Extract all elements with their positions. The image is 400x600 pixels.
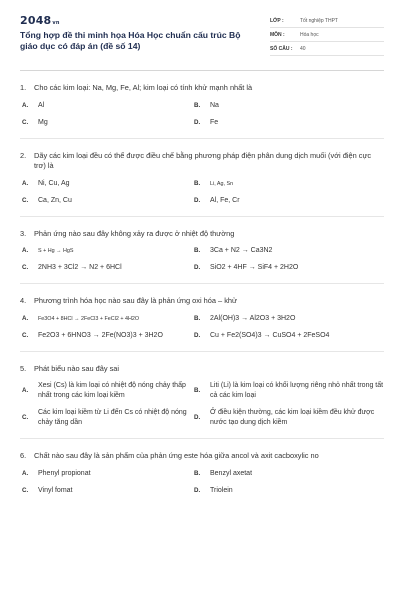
- question-text: Phát biểu nào sau đây sai: [34, 363, 120, 373]
- option-letter: A.: [22, 387, 29, 394]
- option-letter: C.: [22, 331, 29, 339]
- option-c[interactable]: [20, 118, 192, 128]
- option-c[interactable]: [20, 263, 192, 273]
- option-d[interactable]: [192, 331, 384, 341]
- question-text: Phản ứng nào sau đây không xảy ra được ở nhiệt độ thường: [34, 228, 235, 238]
- option-letter: D.: [194, 196, 201, 204]
- option-letter: A.: [22, 247, 29, 254]
- option-d[interactable]: [192, 486, 384, 496]
- question-text: Chất nào sau đây là sản phẩm của phản ứng este hóa giữa ancol và axit cacboxylic no: [34, 451, 319, 460]
- option-text: Fe2O3 + 6HNO3 → 2Fe(NO3)3 + 3H2O: [38, 331, 163, 339]
- option-text: 2NH3 + 3Cl2 → N2 + 6HCl: [38, 264, 122, 271]
- option-c[interactable]: [20, 196, 192, 206]
- option-text: Các kim loại kiềm từ Li đến Cs có nhiệt độ nóng chảy tăng dần: [38, 409, 187, 426]
- option-text: SiO2 + 4HF → SiF4 + 2H2O: [210, 264, 299, 271]
- meta-key: MÔN :: [270, 31, 285, 38]
- option-letter: A.: [22, 469, 29, 477]
- site-logo[interactable]: [20, 14, 256, 27]
- logo-text: 2048: [20, 14, 52, 27]
- option-text: Phenyl propionat: [38, 469, 91, 477]
- options: [20, 101, 384, 128]
- option-text: Xesi (Cs) là kim loại có nhiệt độ nóng chảy thấp nhất trong các kim loại kiềm: [38, 382, 186, 399]
- option-a[interactable]: [20, 101, 192, 111]
- question-1: [20, 71, 384, 139]
- option-text: Ở điều kiện thường, các kim loại kiềm đều khử được nước tạo dung dịch kiềm: [210, 409, 375, 426]
- option-text: Ca, Zn, Cu: [38, 196, 72, 204]
- question-number: 2.: [20, 150, 27, 160]
- option-letter: D.: [194, 414, 201, 421]
- document-title: Tổng hợp đề thi minh họa Hóa Học chuẩn cấu trúc Bộ giáo dục có đáp án (đề số 14): [20, 30, 241, 51]
- option-text: Fe: [210, 118, 219, 126]
- question-text: Dãy các kim loại đều có thể được điều chế bằng phương pháp điện phân dung dịch muối (với điện cực trơ) là: [34, 150, 372, 170]
- option-letter: D.: [194, 486, 201, 494]
- meta-value: Hóa học: [300, 31, 319, 38]
- question-number: 4.: [20, 296, 27, 305]
- option-letter: B.: [194, 247, 201, 254]
- meta-key: LỚP :: [270, 17, 284, 24]
- option-letter: B.: [194, 314, 201, 322]
- option-letter: D.: [194, 264, 201, 271]
- option-text: Na: [210, 101, 219, 109]
- option-letter: B.: [194, 179, 201, 187]
- option-letter: D.: [194, 331, 201, 339]
- option-letter: C.: [22, 196, 29, 204]
- question-number: 1.: [20, 83, 27, 92]
- option-letter: C.: [22, 118, 29, 126]
- option-letter: A.: [22, 101, 29, 109]
- option-a[interactable]: [20, 246, 192, 256]
- question-text: Cho các kim loại: Na, Mg, Fe, Al; kim loại có tính khử mạnh nhất là: [34, 83, 253, 92]
- question-6: [20, 439, 384, 496]
- option-letter: B.: [194, 101, 201, 109]
- option-text: Benzyl axetat: [210, 469, 253, 477]
- option-letter: D.: [194, 118, 201, 126]
- question-number: 5.: [20, 363, 27, 373]
- option-c[interactable]: [20, 331, 192, 341]
- option-text: S + Hg → HgS: [38, 248, 74, 254]
- option-b[interactable]: [192, 314, 384, 324]
- option-letter: C.: [22, 486, 29, 494]
- option-text: Fe3O4 + 8HCl → 2FeCl3 + FeCl2 + 4H2O: [38, 315, 140, 322]
- option-a[interactable]: [20, 469, 192, 479]
- question-number: 3.: [20, 228, 27, 238]
- option-text: Li, Ag, Sn: [210, 180, 234, 187]
- option-text: Al, Fe, Cr: [210, 196, 240, 204]
- question-2: [20, 139, 384, 217]
- option-text: Triolein: [210, 486, 233, 494]
- meta-value: 40: [300, 45, 306, 52]
- option-letter: B.: [194, 469, 201, 477]
- option-text: 3Ca + N2 → Ca3N2: [210, 247, 273, 254]
- option-c[interactable]: [20, 486, 192, 496]
- option-text: Vinyl fomat: [38, 486, 73, 494]
- option-text: Ni, Cu, Ag: [38, 179, 70, 187]
- option-text: Mg: [38, 118, 48, 126]
- meta-row-subject: [270, 28, 384, 42]
- option-text: Cu + Fe2(SO4)3 → CuSO4 + 2FeSO4: [210, 331, 330, 339]
- option-text: 2Al(OH)3 → Al2O3 + 3H2O: [210, 314, 296, 322]
- question-number: 6.: [20, 451, 27, 460]
- option-b[interactable]: [192, 101, 384, 111]
- options: [20, 246, 384, 273]
- meta-key: SỐ CÂU :: [270, 45, 293, 52]
- question-4: [20, 284, 384, 352]
- option-letter: C.: [22, 414, 29, 421]
- option-b[interactable]: [192, 381, 384, 401]
- options: [20, 381, 384, 428]
- meta-row-class: [270, 14, 384, 28]
- question-5: [20, 352, 384, 440]
- option-b[interactable]: [192, 469, 384, 479]
- option-d[interactable]: [192, 408, 384, 428]
- option-letter: B.: [194, 387, 201, 394]
- question-3: [20, 217, 384, 285]
- option-d[interactable]: [192, 196, 384, 206]
- option-d[interactable]: [192, 263, 384, 273]
- option-text: Al: [38, 101, 45, 109]
- question-text: Phương trình hóa học nào sau đây là phản ứng oxi hóa – khử: [34, 296, 237, 305]
- option-letter: C.: [22, 264, 29, 271]
- page-header: [20, 0, 384, 66]
- option-letter: A.: [22, 179, 29, 187]
- options: [20, 469, 384, 496]
- option-a[interactable]: [20, 179, 192, 189]
- option-a[interactable]: [20, 381, 192, 401]
- option-b[interactable]: [192, 179, 384, 189]
- option-d[interactable]: [192, 118, 384, 128]
- brand-block: [20, 14, 256, 66]
- option-text: Liti (Li) là kim loại có khối lượng riêng nhỏ nhất trong tất cả các kim loại: [210, 382, 384, 399]
- options: [20, 179, 384, 206]
- logo-suffix: vn: [52, 20, 60, 26]
- option-a[interactable]: [20, 314, 192, 324]
- option-c[interactable]: [20, 408, 192, 428]
- options: [20, 314, 384, 341]
- option-b[interactable]: [192, 246, 384, 256]
- option-letter: A.: [22, 314, 29, 322]
- meta-table: [270, 14, 384, 66]
- meta-value: Tốt nghiệp THPT: [300, 17, 338, 24]
- meta-row-count: [270, 42, 384, 56]
